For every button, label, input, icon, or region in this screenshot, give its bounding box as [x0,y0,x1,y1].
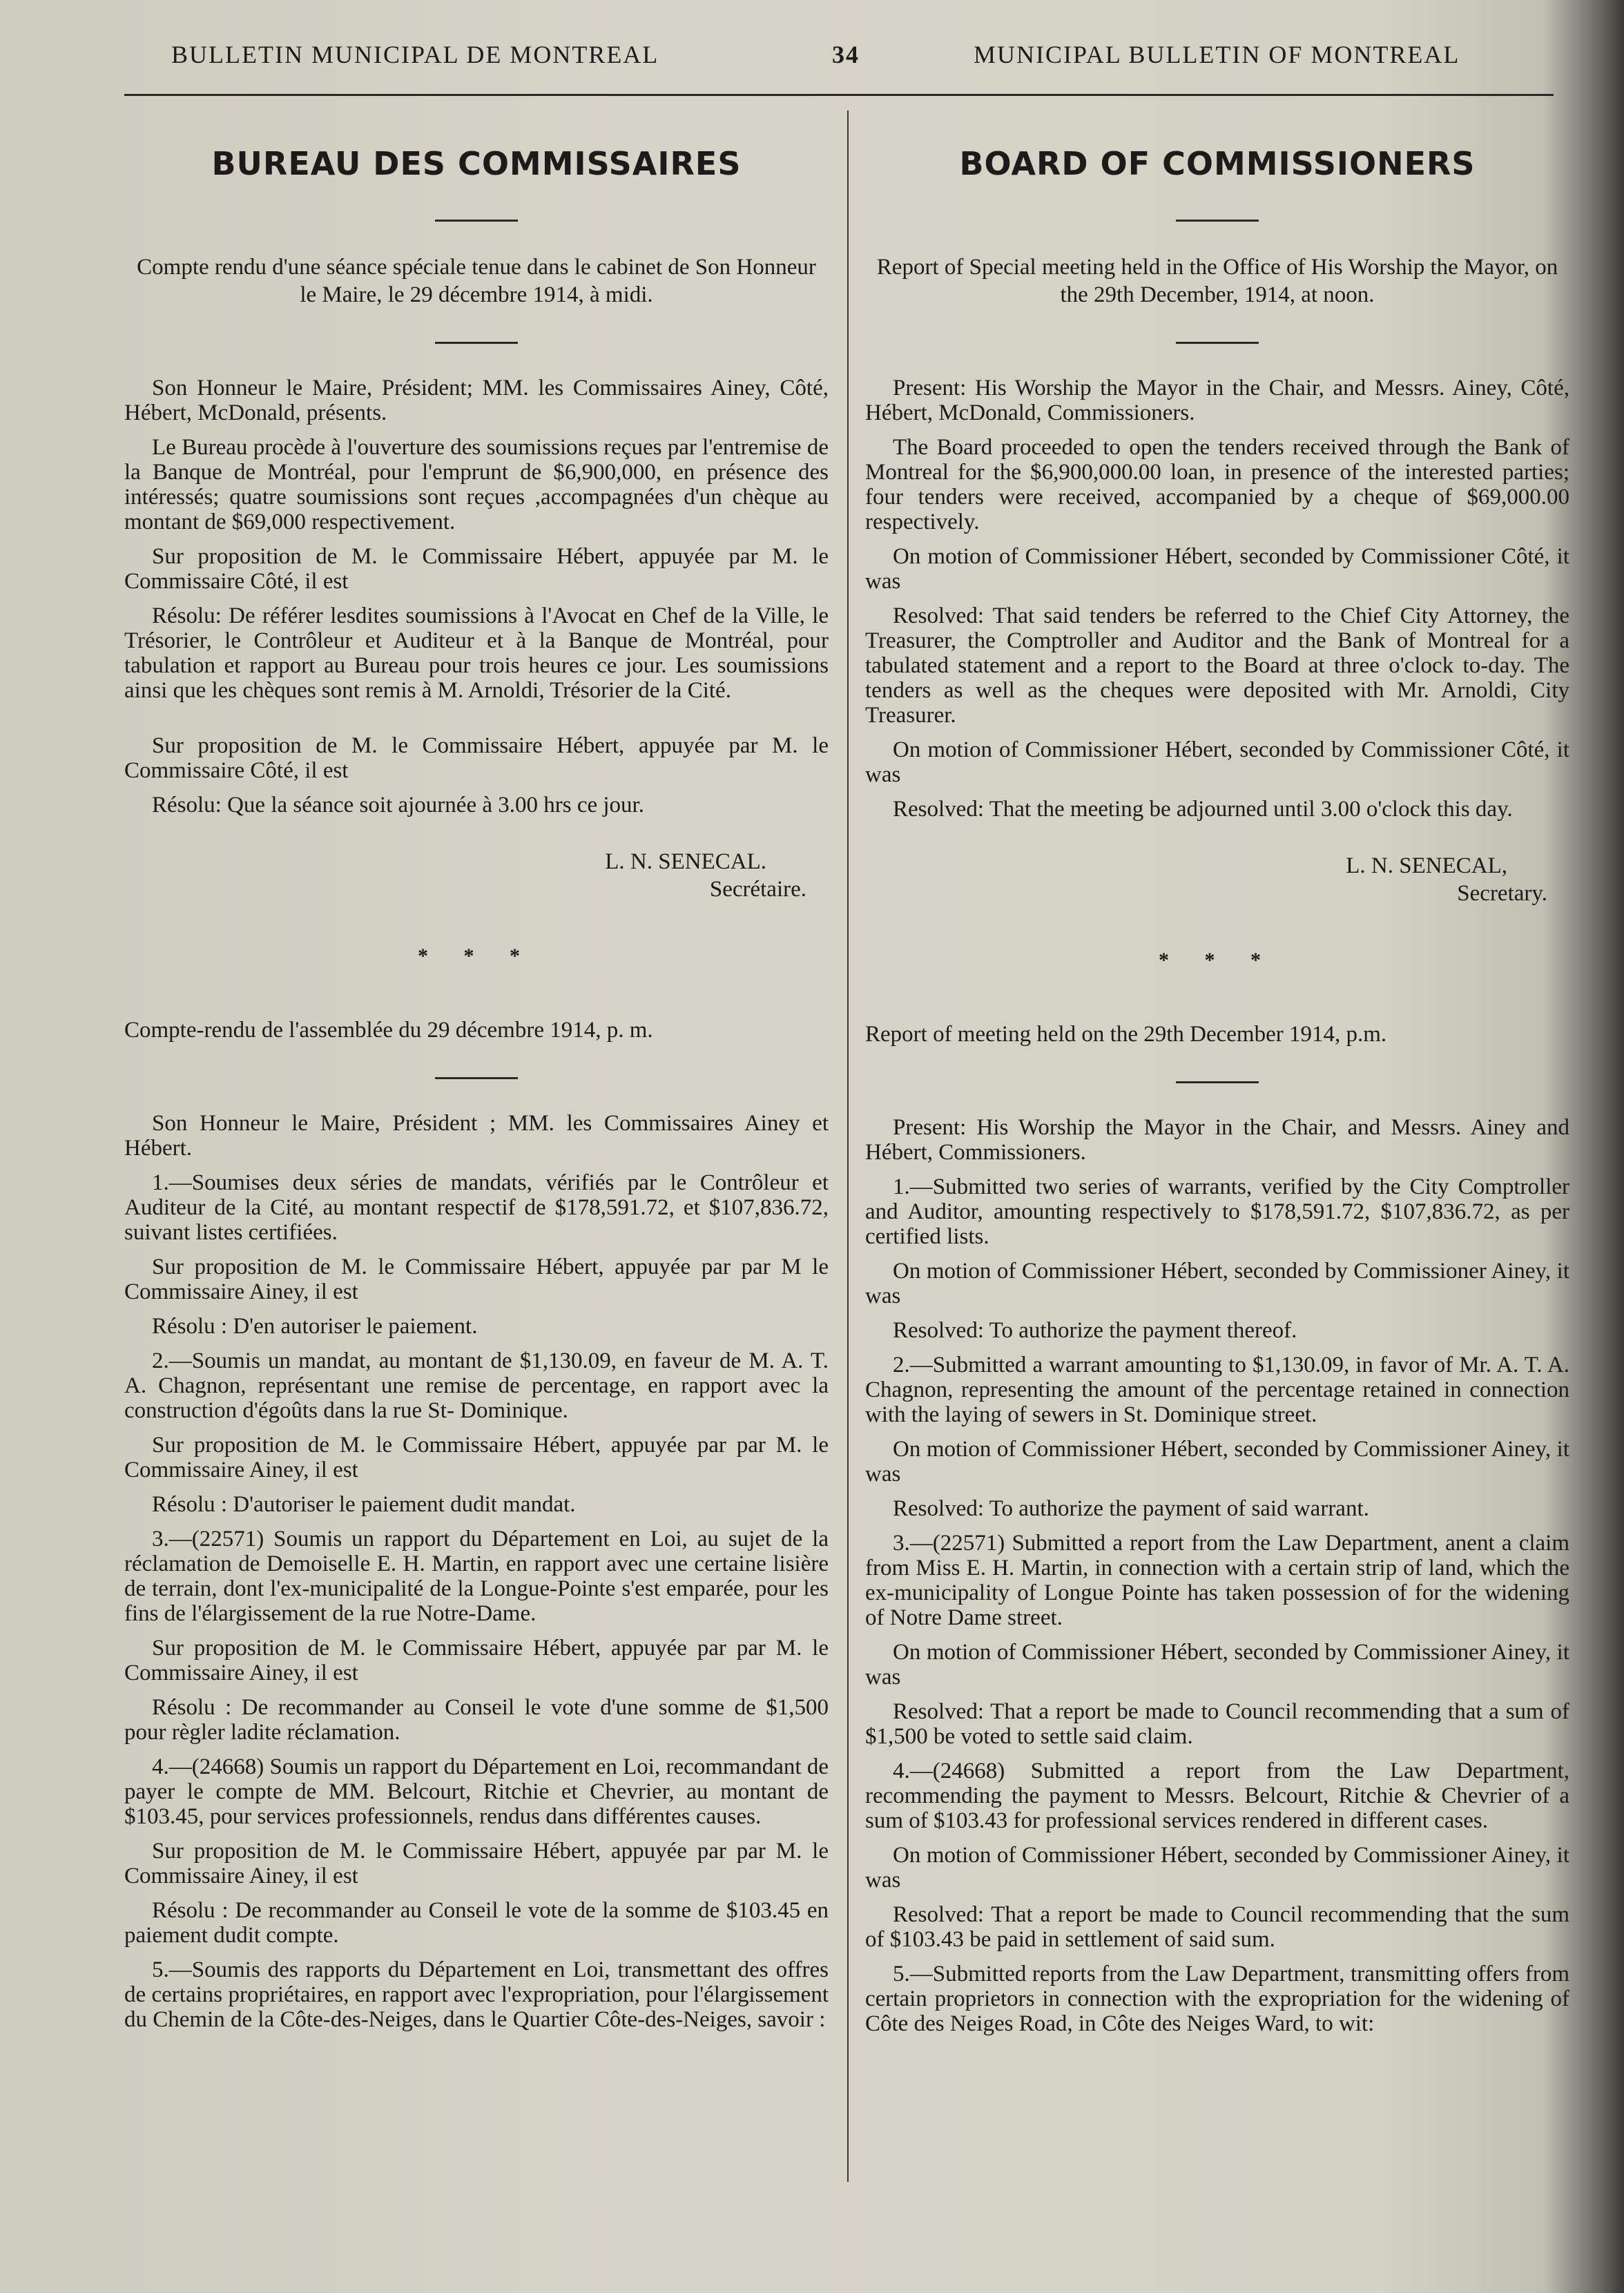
fr-m2-paragraph: 2.—Soumis un mandat, au montant de $1,130.09, en faveur de M. A. T. A. Chagnon, représentant une remise de percentage, en rapport avec la construction d'égoûts dans la rue St- Dominique. [124,1348,829,1423]
fr-m2-paragraph: Résolu : D'autoriser le paiement dudit mandat. [152,1492,576,1517]
en-m2-paragraph: On motion of Commissioner Hébert, seconded by Commissioner Ainey, it was [865,1640,1569,1690]
fr-m2-paragraph: Son Honneur le Maire, Président ; MM. les Commissaires Ainey et Hébert. [124,1111,829,1161]
section-separator-stars: * * * [1159,949,1276,971]
fr-meeting2-heading: Compte-rendu de l'assemblée du 29 décembre 1914, p. m. [124,1018,653,1043]
signature-name: L. N. SENECAL. [605,849,766,874]
section-rule [435,1077,518,1079]
signature-role: Secrétaire. [709,877,806,902]
en-m2-paragraph: Resolved: That a report be made to Council recommending that a sum of $1,500 be voted to settle said claim. [865,1699,1569,1749]
fr-meeting1-heading: Compte rendu d'une séance spéciale tenue dans le cabinet de Son Honneur le Maire, le 29 décembre 1914, à midi. [137,255,816,307]
header-left-title: BULLETIN MUNICIPAL DE MONTREAL [171,41,659,68]
fr-m1-paragraph: Résolu: Que la séance soit ajournée à 3.00 hrs ce jour. [152,793,644,817]
en-m2-paragraph: On motion of Commissioner Hébert, seconded by Commissioner Ainey, it was [865,1843,1569,1893]
running-header [124,40,1554,81]
fr-m2-paragraph: Résolu : D'en autoriser le paiement. [152,1314,478,1339]
header-rule [124,94,1554,96]
column-divider [847,110,849,2182]
fr-m2-paragraph: 3.—(22571) Soumis un rapport du Département en Loi, au sujet de la réclamation de Demoiselle E. H. Martin, en rapport avec une certaine lisière de terrain, dont l'ex-municipalité de la Longue-Pointe s'est emparée, pour les fins de l'élargissement de la rue Notre-Dame. [124,1527,829,1626]
en-m2-paragraph: 4.—(24668) Submitted a report from the Law Department, recommending the payment to Messrs. Belcourt, Ritchie & Chevrier of a sum of $103.43 for professional services rendered in different cases. [865,1759,1569,1833]
page-number: 34 [832,41,860,68]
en-m2-paragraph: On motion of Commissioner Hébert, seconded by Commissioner Ainey, it was [865,1259,1569,1308]
en-m1-paragraph: Resolved: That said tenders be referred to the Chief City Attorney, the Treasurer, the Comptroller and Auditor and the Bank of Montreal for a tabulated statement and a report to the Board at three o'clock to-day. The tenders as well as the cheques were deposited with Mr. Arnoldi, City Treasurer. [865,603,1569,728]
fr-m2-paragraph: Résolu : De recommander au Conseil le vote de la somme de $103.45 en paiement dudit compte. [124,1898,829,1948]
en-signature [865,852,1569,907]
en-m2-paragraph: 5.—Submitted reports from the Law Department, transmitting offers from certain proprietors in connection with the expropriation for the widening of Côte des Neiges Road, in Côte des Neiges Ward, to wit: [865,1962,1569,2036]
french-column [124,131,829,2032]
en-m2-paragraph: 2.—Submitted a warrant amounting to $1,130.09, in favor of Mr. A. T. A. Chagnon, representing the amount of the percentage retained in connection with the laying of sewers in St. Dominique street. [865,1353,1569,1427]
english-title: BOARD OF COMMISSIONERS [959,145,1476,182]
en-meeting1-heading: Report of Special meeting held in the Office of His Worship the Mayor, on the 29th December, 1914, at noon. [876,255,1558,307]
en-m1-paragraph: The Board proceeded to open the tenders received through the Bank of Montreal for the $6,900,000.00 loan, in presence of the interested parties; four tenders were received, accompanied by a cheque of $69,000.00 respectively. [865,435,1569,534]
fr-m2-paragraph: Sur proposition de M. le Commissaire Hébert, appuyée par par M. le Commissaire Ainey, il est [124,1433,829,1482]
en-m2-paragraph: Resolved: To authorize the payment thereof. [893,1318,1297,1343]
en-m2-paragraph: Present: His Worship the Mayor in the Chair, and Messrs. Ainey and Hébert, Commissioners. [865,1115,1569,1165]
section-rule [1176,1081,1259,1083]
en-m2-paragraph: Resolved: That a report be made to Council recommending that the sum of $103.43 be paid in settlement of said sum. [865,1902,1569,1952]
signature-name: L. N. SENECAL, [1346,853,1507,878]
section-rule [1176,342,1259,344]
section-rule [435,342,518,344]
fr-m2-paragraph: Sur proposition de M. le Commissaire Hébert, appuyée par par M. le Commissaire Ainey, il est [124,1839,829,1888]
fr-m2-paragraph: Sur proposition de M. le Commissaire Hébert, appuyée par par M. le Commissaire Ainey, il est [124,1636,829,1685]
fr-m1-paragraph: Sur proposition de M. le Commissaire Hébert, appuyée par M. le Commissaire Côté, il est [124,733,829,783]
fr-m1-paragraph: Résolu: De référer lesdites soumissions à l'Avocat en Chef de la Ville, le Trésorier, le Contrôleur et Auditeur et à la Banque de Montréal, pour tabulation et rapport au Bureau pour trois heures ce jour. Les soumissions ainsi que les chèques sont remis à M. Arnoldi, Trésorier de la Cité. [124,603,829,703]
fr-m2-paragraph: 5.—Soumis des rapports du Département en Loi, transmettant des offres de certains propriétaires, en rapport avec l'expropriation, pour l'élargissement du Chemin de la Côte-des-Neiges, dans le Quartier Côte-des-Neiges, savoir : [124,1957,829,2032]
english-column [865,131,1569,2036]
en-meeting2-heading: Report of meeting held on the 29th December 1914, p.m. [865,1022,1387,1047]
signature-role: Secretary. [1457,881,1547,906]
en-m2-paragraph: 1.—Submitted two series of warrants, verified by the City Comptroller and Auditor, amounting respectively to $178,591.72, $107,836.72, as per certified lists. [865,1174,1569,1249]
fr-m2-paragraph: Sur proposition de M. le Commissaire Hébert, appuyée par par M le Commissaire Ainey, il est [124,1255,829,1304]
header-right-title: MUNICIPAL BULLETIN OF MONTREAL [974,41,1460,68]
fr-m2-paragraph: Résolu : De recommander au Conseil le vote d'une somme de $1,500 pour règler ladite réclamation. [124,1695,829,1745]
en-m1-paragraph: On motion of Commissioner Hébert, seconded by Commissioner Côté, it was [865,544,1569,594]
title-rule [435,220,518,222]
fr-m1-paragraph: Le Bureau procède à l'ouverture des soumissions reçues par l'entremise de la Banque de Montréal, pour l'emprunt de $6,900,000, en présence des intéressés; quatre soumissions sont reçues ,accompagnées d'un chèque au montant de $69,000 respectivement. [124,435,829,534]
fr-m1-paragraph: Son Honneur le Maire, Président; MM. les Commissaires Ainey, Côté, Hébert, McDonald, présents. [124,376,829,425]
en-m2-paragraph: On motion of Commissioner Hébert, seconded by Commissioner Ainey, it was [865,1437,1569,1487]
en-m1-paragraph: Resolved: That the meeting be adjourned until 3.00 o'clock this day. [893,797,1513,822]
section-separator-stars: * * * [418,945,535,967]
en-m1-paragraph: Present: His Worship the Mayor in the Chair, and Messrs. Ainey, Côté, Hébert, McDonald, Commissioners. [865,376,1569,425]
en-m2-paragraph: Resolved: To authorize the payment of said warrant. [893,1496,1369,1521]
en-m1-paragraph: On motion of Commissioner Hébert, seconded by Commissioner Côté, it was [865,737,1569,787]
fr-m2-paragraph: 1.—Soumises deux séries de mandats, vérifiés par le Contrôleur et Auditeur de la Cité, au montant respectif de $178,591.72, et $107,836.72, suivant listes certifiées. [124,1170,829,1245]
fr-m1-paragraph: Sur proposition de M. le Commissaire Hébert, appuyée par M. le Commissaire Côté, il est [124,544,829,594]
title-rule [1176,220,1259,222]
fr-signature [124,848,829,903]
fr-m2-paragraph: 4.—(24668) Soumis un rapport du Département en Loi, recommandant de payer le compte de MM. Belcourt, Ritchie et Chevrier, au montant de $103.45, pour services professionnels, rendus dans différentes causes. [124,1754,829,1829]
french-title: BUREAU DES COMMISSAIRES [211,145,742,182]
en-m2-paragraph: 3.—(22571) Submitted a report from the Law Department, anent a claim from Miss E. H. Martin, in connection with a certain strip of land, which the ex-municipality of Longue Pointe has taken possession of for the widening of Notre Dame street. [865,1531,1569,1630]
